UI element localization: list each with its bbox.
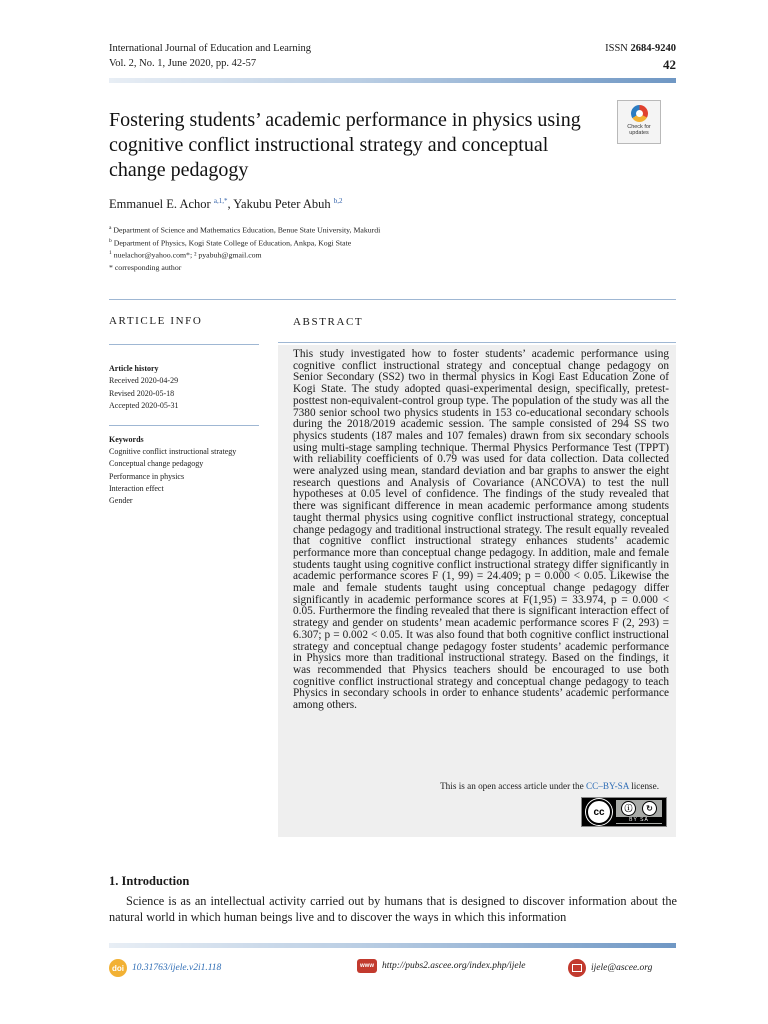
author-name: Yakubu Peter Abuh xyxy=(233,197,331,212)
keyword: Conceptual change pedagogy xyxy=(109,459,204,468)
corresponding-author-text: * corresponding author xyxy=(109,263,182,272)
doi-text[interactable]: 10.31763/ijele.v2i1.118 xyxy=(132,963,222,973)
keywords-heading: Keywords xyxy=(109,435,144,444)
affiliation-marker: 1 xyxy=(109,250,112,256)
website-text[interactable]: http://pubs2.ascee.org/index.php/ijele xyxy=(382,961,526,971)
cc-by-sa-badge[interactable] xyxy=(581,797,667,827)
cc-logo-icon: cc xyxy=(586,799,612,825)
article-history-heading: Article history xyxy=(109,364,159,373)
section-divider xyxy=(109,299,676,300)
affiliation-text: Department of Science and Mathematics Education, Benue State University, Makurdi xyxy=(113,225,381,235)
license-link[interactable]: CC–BY-SA xyxy=(586,781,629,791)
keywords-divider xyxy=(109,425,259,426)
crossmark-icon xyxy=(631,105,648,122)
website-link[interactable] xyxy=(357,959,525,973)
email-text[interactable]: ijele@ascee.org xyxy=(591,963,653,973)
author-separator: , xyxy=(227,197,234,212)
article-title: Fostering students’ academic performance in physics using cognitive conflict instructional strategy and conceptual change pedagogy xyxy=(109,109,581,181)
license-prefix: This is an open access article under the xyxy=(440,781,586,791)
envelope-icon xyxy=(568,959,586,977)
globe-icon: www xyxy=(357,959,377,973)
history-received: Received 2020-04-29 xyxy=(109,376,179,385)
introduction-text: Science is as an intellectual activity carried out by humans that is designed to discover information about the natural world in which human beings live and to discover the ways in which this information xyxy=(109,894,677,924)
page-number: 42 xyxy=(663,57,676,72)
email-link[interactable] xyxy=(568,959,652,977)
abstract-heading: ABSTRACT xyxy=(293,316,364,328)
affiliation xyxy=(109,225,380,235)
doi-icon: doi xyxy=(109,959,127,977)
keyword: Gender xyxy=(109,496,133,505)
corresponding-author-note xyxy=(109,263,181,272)
email-text[interactable]: nuelachor@yahoo.com*; ² pyabuh@gmail.com xyxy=(113,250,262,260)
author-name: Emmanuel E. Achor xyxy=(109,197,211,212)
footer-divider xyxy=(109,943,676,948)
abstract-divider xyxy=(278,342,676,343)
crossmark-label: Check for updates xyxy=(627,124,651,136)
license-statement xyxy=(293,781,659,791)
author-emails xyxy=(109,250,262,260)
author-list xyxy=(109,197,342,212)
keyword: Interaction effect xyxy=(109,484,164,493)
affiliation-marker: b xyxy=(109,238,112,244)
issn-label: ISSN xyxy=(605,43,631,54)
affiliation-text: Department of Physics, Kogi State College of Education, Ankpa, Kogi State xyxy=(113,238,352,248)
attribution-icon: ⓘ xyxy=(621,801,636,816)
issn xyxy=(605,43,676,54)
author-affiliation-marker: b,2 xyxy=(333,197,343,205)
license-suffix: license. xyxy=(628,781,659,791)
keyword: Cognitive conflict instructional strategy xyxy=(109,447,237,456)
header-divider xyxy=(109,78,676,83)
article-info-divider xyxy=(109,344,259,345)
affiliation xyxy=(109,238,351,248)
cc-badge-terms xyxy=(616,800,662,824)
abstract-text: This study investigated how to foster students’ academic performance using cognitive conflict instructional strategy and conceptual change pedagogy on Senior Secondary (SS2) two in thermal physics in Kogi East Education Zone of Kogi State. The study adopted quasi-experimental design, specifically, pretest-posttest non-equivalent-control group type. The population of the study was all the 7380 senior school two physics students in 153 co-educational secondary schools during the 2018/2019 academic session. The sample consisted of 294 SS two physics students (187 males and 107 females) drawn from six secondary schools using multi-stage sampling technique. Thermal Physics Performance Test (TPPT) with reliability coefficients of 0.79 was used for data collection. Data collected were analyzed using mean, standard deviation and bar graphs to answer the eight research questions and Analysis of Covariance (ANCOVA) to test the null hypotheses at 0.05 level of confidence. The findings of the study revealed that there was significant difference in mean academic performance among students taught thermal physics using cognitive conflict instructional strategy, conceptual change pedagogy and traditional instructional strategy. The result equally revealed that cognitive conflict instructional strategy enhances students’ academic performance more than conceptual change pedagogy. In addition, male and female students taught using cognitive conflict instructional strategy differ significantly in academic performance scores F (1, 99) = 24.409; p = 0.000 < 0.05. Likewise the male and female students taught using conceptual change pedagogy differ significantly in academic performance scores at F(1,95) = 33.974, p = 0.000 < 0.05. Furthermore the finding revealed that there is significant interaction effect of strategy and gender on students’ mean academic performance scores F (2, 293) = 6.307; p = 0.002 < 0.05. It was also found that both cognitive conflict instructional strategy and conceptual change pedagogy foster students’ academic performance in Physics more than traditional instructional strategy. Based on the findings, it was recommended that Physics teachers should be encouraged to use both cognitive conflict instructional strategy and conceptual change pedagogy to teach Physics in secondary schools in order to enhance students’ academic performance among others. xyxy=(293,348,669,712)
share-alike-icon: ↻ xyxy=(642,801,657,816)
doi-link[interactable] xyxy=(109,959,221,977)
history-revised: Revised 2020-05-18 xyxy=(109,389,175,398)
journal-name: International Journal of Education and Learning xyxy=(109,43,312,54)
issn-number: 2684-9240 xyxy=(630,43,676,54)
check-for-updates-button[interactable] xyxy=(617,100,661,144)
introduction-heading: 1. Introduction xyxy=(109,874,190,888)
article-info-heading: ARTICLE INFO xyxy=(109,315,203,327)
keyword: Performance in physics xyxy=(109,472,185,481)
history-accepted: Accepted 2020-05-31 xyxy=(109,401,179,410)
author-affiliation-marker: a,1,* xyxy=(213,197,228,205)
journal-volume: Vol. 2, No. 1, June 2020, pp. 42-57 xyxy=(109,58,257,69)
cc-terms-label: BY SA xyxy=(616,817,662,823)
affiliation-marker: a xyxy=(109,225,112,231)
